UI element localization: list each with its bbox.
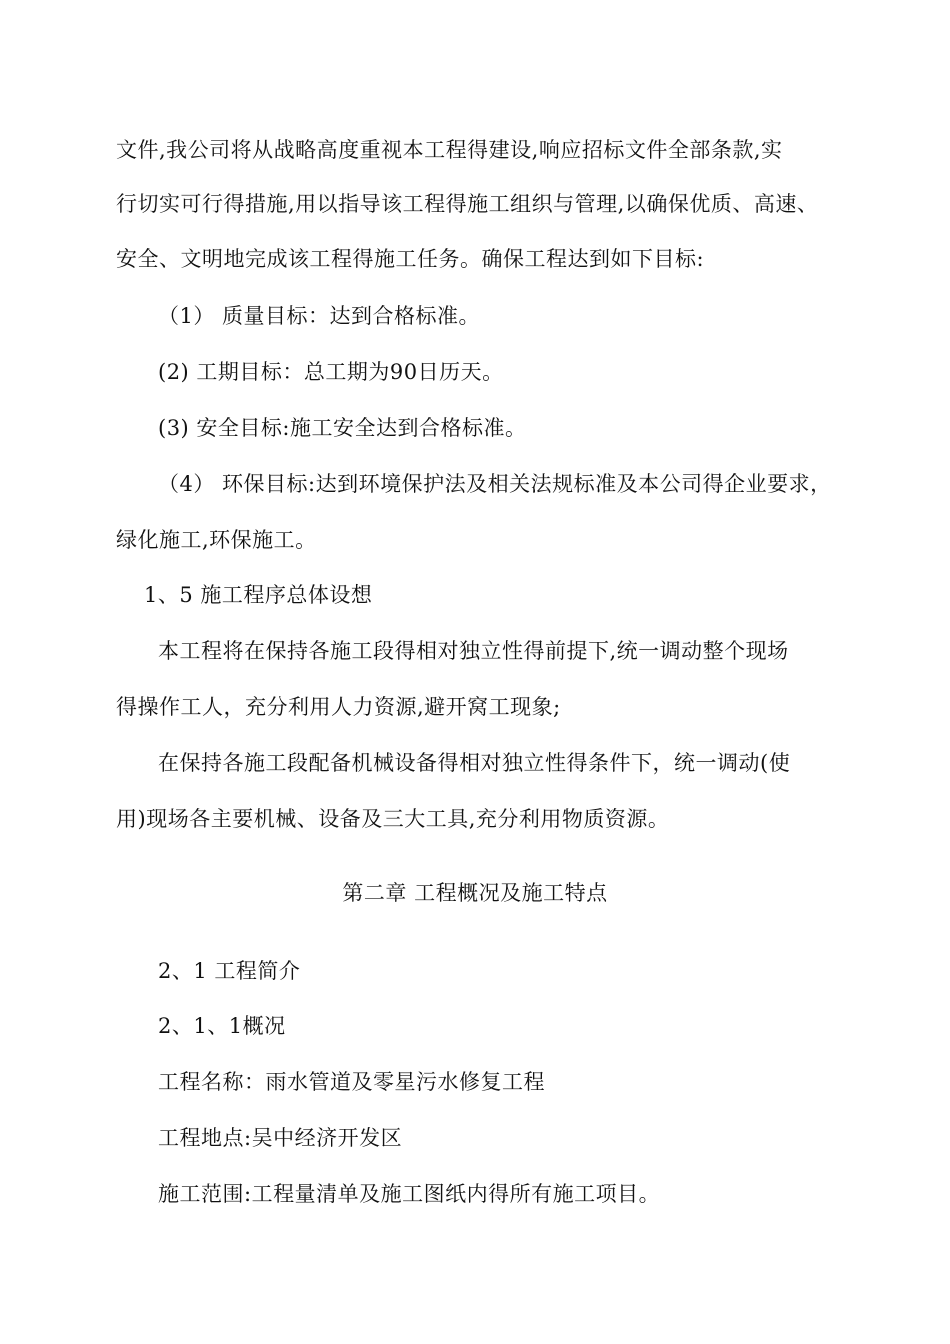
paragraph-line: 行切实可行得措施,用以指导该工程得施工组织与管理,以确保优质、高速、 <box>116 192 819 216</box>
goal-schedule: (2) 工期目标：总工期为90日历天。 <box>158 360 504 384</box>
project-scope: 施工范围:工程量清单及施工图纸内得所有施工项目。 <box>158 1182 661 1206</box>
project-name: 工程名称：雨水管道及零星污水修复工程 <box>158 1070 545 1094</box>
section-heading-2-1-1: 2、1、1概况 <box>158 1014 286 1038</box>
paragraph-line: 用)现场各主要机械、设备及三大工具,充分利用物质资源。 <box>116 807 670 831</box>
paragraph-line: 安全、文明地完成该工程得施工任务。确保工程达到如下目标: <box>116 247 705 271</box>
goal-environment: （4） 环保目标:达到环境保护法及相关法规标准及本公司得企业要求， <box>158 472 832 496</box>
project-location: 工程地点:吴中经济开发区 <box>158 1126 403 1150</box>
paragraph-line: 得操作工人，充分利用人力资源,避开窝工现象; <box>116 695 561 719</box>
section-heading-2-1: 2、1 工程简介 <box>158 959 301 983</box>
goal-quality: （1） 质量目标：达到合格标准。 <box>158 304 481 328</box>
chapter-title: 第二章 工程概况及施工特点 <box>342 881 608 905</box>
paragraph-line: 绿化施工,环保施工。 <box>116 528 317 552</box>
paragraph-line: 本工程将在保持各施工段得相对独立性得前提下,统一调动整个现场 <box>158 639 789 663</box>
paragraph-line: 在保持各施工段配备机械设备得相对独立性得条件下，统一调动(使 <box>158 751 791 775</box>
paragraph-line: 文件,我公司将从战略高度重视本工程得建设,响应招标文件全部条款,实 <box>116 138 783 162</box>
goal-safety: (3) 安全目标:施工安全达到合格标准。 <box>158 416 527 440</box>
section-heading-1-5: 1、5 施工程序总体设想 <box>144 583 373 607</box>
